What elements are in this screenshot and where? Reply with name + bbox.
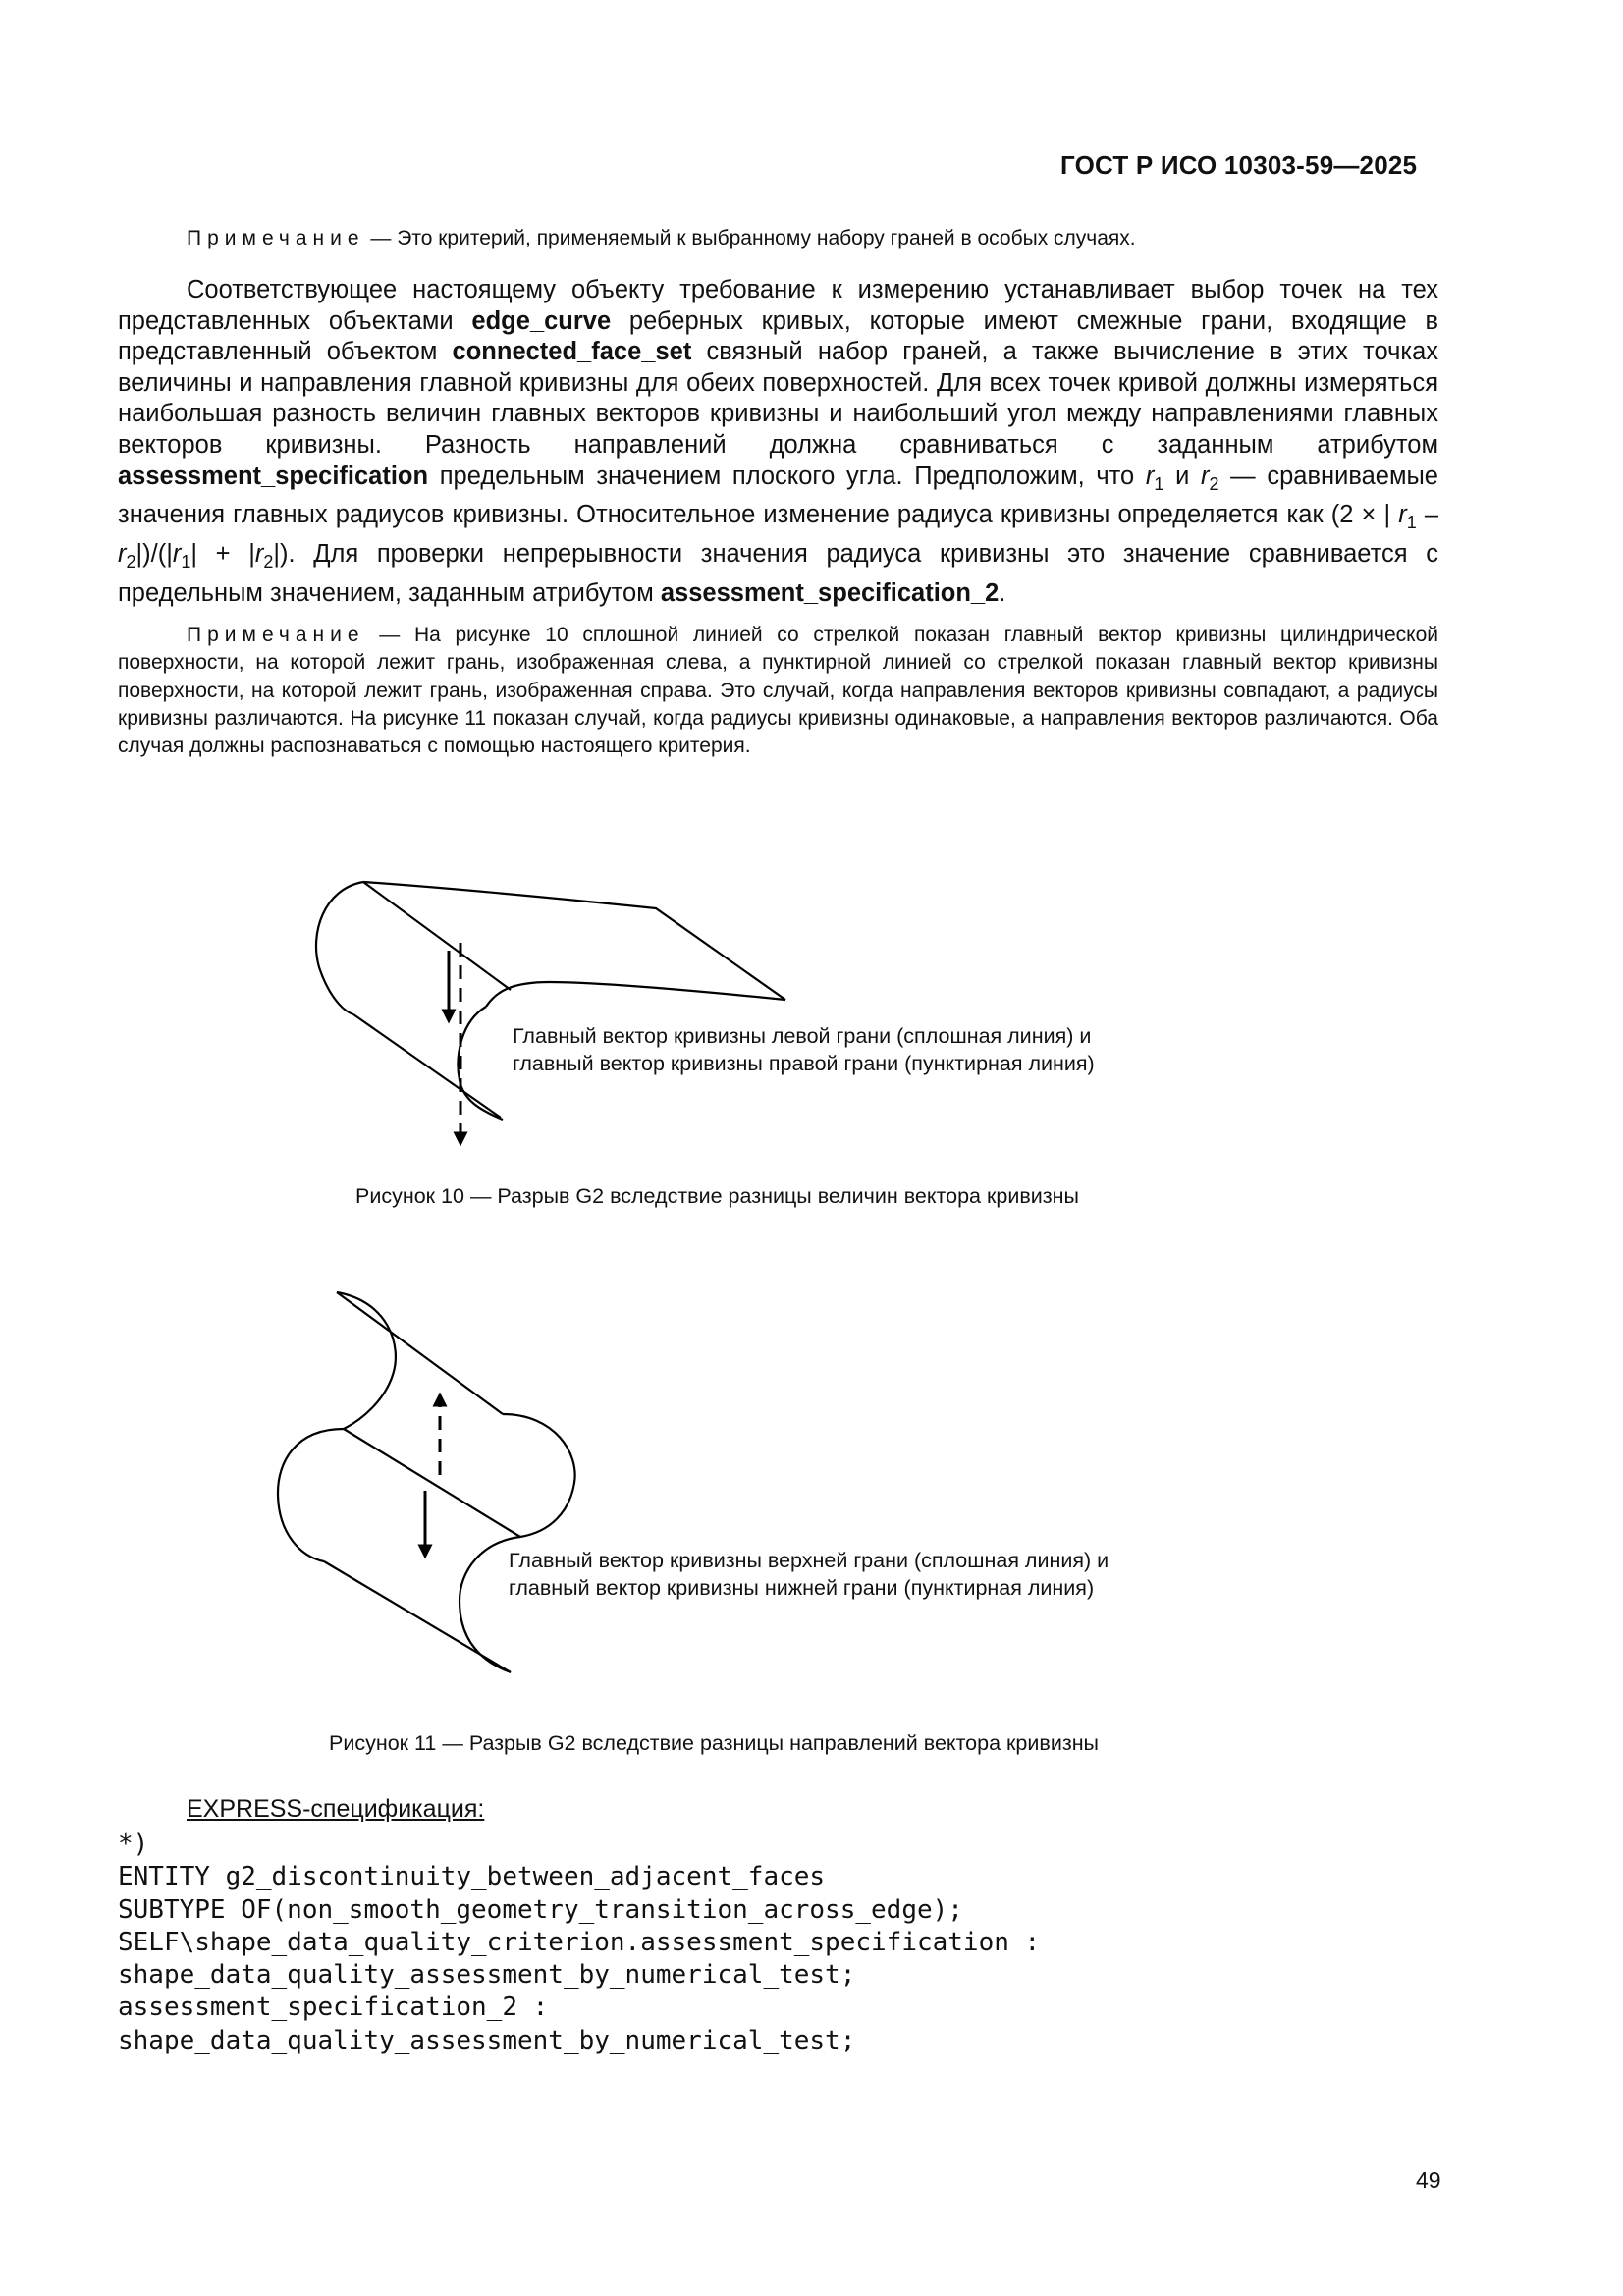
right-face-lower-edge (486, 982, 785, 1007)
para-text: предельным значением плоского угла. Предположим, что (428, 462, 1146, 490)
entity-connected-face-set: connected_face_set (452, 338, 692, 366)
subscript-1: 1 (181, 552, 191, 573)
var-r: r (118, 539, 127, 568)
express-code-block (118, 1829, 1040, 2057)
figure-10-label (513, 1022, 1095, 1077)
para-text: | + | (190, 539, 255, 568)
code-line: shape_data_quality_assessment_by_numerical_test; (118, 2025, 856, 2055)
note-2 (118, 622, 1438, 760)
note-1-text: — Это критерий, применяемый к выбранному набору граней в особых случаях. (364, 227, 1136, 249)
document-header: ГОСТ Р ИСО 10303-59—2025 (1060, 150, 1418, 180)
figure-11-caption: Рисунок 11 — Разрыв G2 вследствие разницы направлений вектора кривизны (329, 1731, 1100, 1755)
code-line: *) (118, 1830, 149, 1859)
figure-10-label-line: главный вектор кривизны правой грани (пунктирная линия) (513, 1052, 1095, 1075)
figure-11-label-line: Главный вектор кривизны верхней грани (сплошная линия) и (509, 1549, 1109, 1572)
lower-surface-back (278, 1429, 344, 1561)
attr-assessment-specification: assessment_specification (118, 462, 429, 490)
express-spec-title: EXPRESS-спецификация: (187, 1795, 485, 1823)
attr-assessment-specification-2: assessment_specification_2 (660, 578, 1000, 607)
var-r: r (1398, 501, 1407, 529)
entity-edge-curve: edge_curve (471, 306, 612, 335)
page-number: 49 (1416, 2167, 1441, 2193)
note-2-text: — На рисунке 10 сплошной линией со стрелкой показан главный вектор кривизны цилиндрической поверхности, на которой лежит грань, изображенная слева, а пунктирной линией со стрелкой показан главный вектор кривизны поверхности, на которой лежит грань, изображенная справа. Это случай, когда направления векторов кривизны совпадают, а радиусы кривизны различаются. На рисунке 11 показан случай, когда радиусы кривизны одинаковые, а направления векторов различаются. Оба случая должны распознаваться с помощью настоящего критерия. (118, 624, 1438, 758)
code-line: SUBTYPE OF(non_smooth_geometry_transition_across_edge); (118, 1894, 963, 1925)
para-text: – (1416, 501, 1439, 529)
var-r: r (254, 539, 264, 568)
note-1 (187, 227, 1136, 250)
para-text: Соответствующее настоящему объекту требование к измерению устанавливает выбор точек на тех представленных объектами (118, 276, 1438, 335)
code-line: shape_data_quality_assessment_by_numerical_test; (118, 1960, 856, 1991)
left-face-bottom-edge (353, 1014, 501, 1118)
para-text: и (1163, 462, 1201, 490)
para-text: реберных кривых, которые имеют смежные грани, входящие в представленный объектом (118, 306, 1438, 366)
para-text: |)/(| (135, 539, 173, 568)
figure-11-label-line: главный вектор кривизны нижней грани (пунктирная линия) (509, 1576, 1095, 1600)
left-face-top-edge (363, 882, 511, 990)
para-text: |). Для проверки непрерывности значения радиуса кривизны это значение сравнивается с предельным значением, заданным атрибутом (118, 539, 1438, 607)
left-face-outline (316, 882, 363, 1014)
figure-10-diagram (295, 864, 844, 1159)
upper-surface-front (503, 1414, 575, 1537)
figure-11-label (509, 1547, 1109, 1602)
note-1-label: Примечание (187, 227, 365, 249)
para-text: — сравниваемые значения главных радиусов кривизны. Относительное изменение радиуса кривизны определяется как (2 × | (118, 462, 1438, 529)
figure-10-label-line: Главный вектор кривизны левой грани (сплошная линия) и (513, 1024, 1092, 1048)
subscript-2: 2 (263, 552, 274, 573)
note-2-label: Примечание (187, 624, 365, 646)
para-text: связный набор граней, а также вычисление в этих точках величины и направления главной кривизны для обеих поверхностей. Для всех точек кривой должны измеряться наибольшая разность величин главных векторов кривизны и наибольший угол между направлениями главных векторов кривизны. Разность направлений должна сравниваться с заданным атрибутом (118, 338, 1438, 459)
figure-10-caption: Рисунок 10 — Разрыв G2 вследствие разницы величин вектора кривизны (355, 1184, 1079, 1208)
subscript-1: 1 (1154, 473, 1164, 494)
code-line: assessment_specification_2 : (118, 1993, 549, 2023)
subscript-2: 2 (126, 552, 136, 573)
subscript-2: 2 (1209, 473, 1219, 494)
figure-11-diagram (265, 1277, 599, 1689)
para-text: . (999, 578, 1006, 607)
main-paragraph (118, 275, 1438, 609)
code-line: SELF\shape_data_quality_criterion.assessment_specification : (118, 1927, 1041, 1957)
var-r: r (1145, 462, 1155, 490)
upper-surface-middle-edge (344, 1429, 520, 1537)
subscript-1: 1 (1406, 513, 1417, 533)
code-line: ENTITY g2_discontinuity_between_adjacent_faces (118, 1862, 826, 1892)
upper-surface-top-edge (337, 1292, 503, 1414)
var-r: r (172, 539, 182, 568)
var-r: r (1201, 462, 1210, 490)
